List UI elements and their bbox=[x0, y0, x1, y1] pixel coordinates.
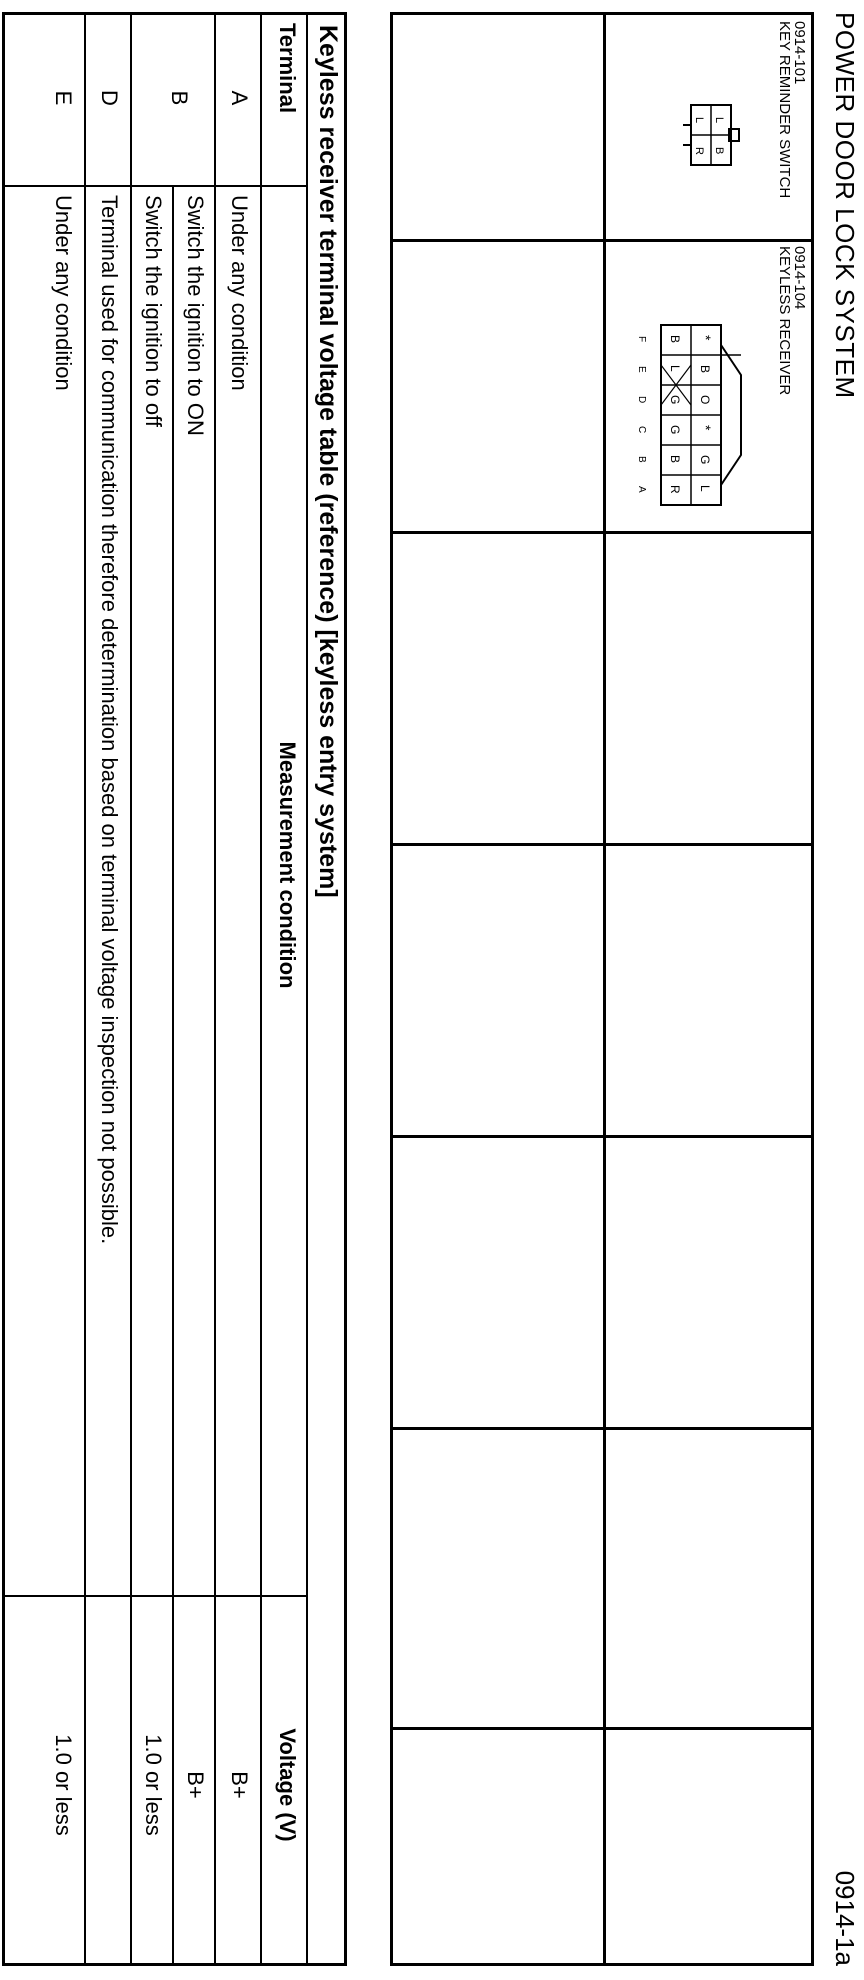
table-col-separator bbox=[5, 1595, 308, 1597]
grid-divider bbox=[393, 843, 811, 846]
table-rule bbox=[214, 15, 216, 1963]
cell-condition: Terminal used for communication therefore determination based on terminal voltage inspection not possible. bbox=[97, 195, 122, 1245]
table-rule bbox=[306, 15, 308, 1963]
pin-label: G bbox=[698, 455, 712, 465]
connector-label-key-reminder bbox=[777, 21, 807, 198]
pin-label: B bbox=[668, 335, 682, 344]
cell-condition: Switch the ignition to ON bbox=[183, 195, 208, 436]
grid-divider bbox=[393, 1135, 811, 1138]
cell-condition: Switch the ignition to off bbox=[141, 195, 166, 427]
pin-letter: C bbox=[636, 426, 647, 434]
table-rule bbox=[84, 15, 86, 1963]
grid-divider bbox=[603, 15, 606, 1963]
header-condition: Measurement condition bbox=[275, 741, 300, 989]
cell-terminal: A bbox=[227, 90, 252, 106]
pin-letter: D bbox=[636, 396, 647, 404]
pin-letter: E bbox=[636, 366, 647, 373]
pin-label: G bbox=[668, 425, 682, 435]
page-code: 0914-1a bbox=[830, 1870, 860, 1966]
connector-name: KEYLESS RECEIVER bbox=[776, 246, 793, 396]
header-voltage: Voltage (V) bbox=[275, 1728, 300, 1842]
pin-letter: A bbox=[636, 486, 647, 493]
table-col-separator bbox=[5, 185, 308, 187]
pin-label: L bbox=[713, 117, 725, 124]
table-caption: Keyless receiver terminal voltage table (reference) [keyless entry system] bbox=[314, 25, 342, 898]
pin-label: * bbox=[698, 425, 714, 431]
connector-grid bbox=[390, 12, 814, 1966]
grid-divider bbox=[393, 1727, 811, 1730]
header-terminal: Terminal bbox=[275, 23, 300, 114]
pin-label: B bbox=[713, 147, 725, 155]
connector-code: 0914-101 bbox=[791, 21, 808, 85]
cell-voltage: 1.0 or less bbox=[51, 1734, 76, 1836]
cell-voltage: B+ bbox=[183, 1771, 208, 1799]
cell-terminal: B bbox=[167, 90, 192, 106]
key-reminder-connector-icon bbox=[671, 95, 751, 175]
connector-name: KEY REMINDER SWITCH bbox=[776, 21, 793, 199]
cell-voltage: B+ bbox=[227, 1771, 252, 1799]
cell-condition: Under any condition bbox=[51, 195, 76, 391]
pin-letter: F bbox=[636, 336, 647, 343]
pin-label: O bbox=[698, 395, 712, 405]
keyless-receiver-connector-icon bbox=[611, 305, 751, 535]
pin-label: B bbox=[668, 455, 682, 464]
connector-label-keyless-receiver bbox=[777, 246, 807, 395]
cell-terminal: E bbox=[51, 90, 76, 106]
keyless-voltage-table bbox=[2, 12, 347, 1966]
cell-terminal: D bbox=[97, 90, 122, 106]
pin-label: L bbox=[693, 117, 705, 124]
pin-label: R bbox=[693, 147, 705, 155]
pin-label: B bbox=[698, 365, 712, 374]
connector-code: 0914-104 bbox=[791, 246, 808, 310]
table-rule bbox=[172, 185, 174, 1963]
pin-letter: B bbox=[636, 456, 647, 463]
pin-label: R bbox=[668, 485, 682, 494]
pin-label: G bbox=[668, 395, 682, 405]
grid-divider bbox=[393, 1427, 811, 1430]
pin-label: * bbox=[698, 335, 714, 341]
page-title: POWER DOOR LOCK SYSTEM bbox=[830, 12, 860, 399]
cell-voltage: 1.0 or less bbox=[141, 1734, 166, 1836]
cell-condition: Under any condition bbox=[227, 195, 252, 391]
table-rule bbox=[260, 15, 262, 1963]
pin-label: L bbox=[698, 485, 712, 492]
pin-label: L bbox=[668, 365, 682, 372]
grid-divider bbox=[393, 239, 811, 242]
table-rule bbox=[130, 15, 132, 1963]
